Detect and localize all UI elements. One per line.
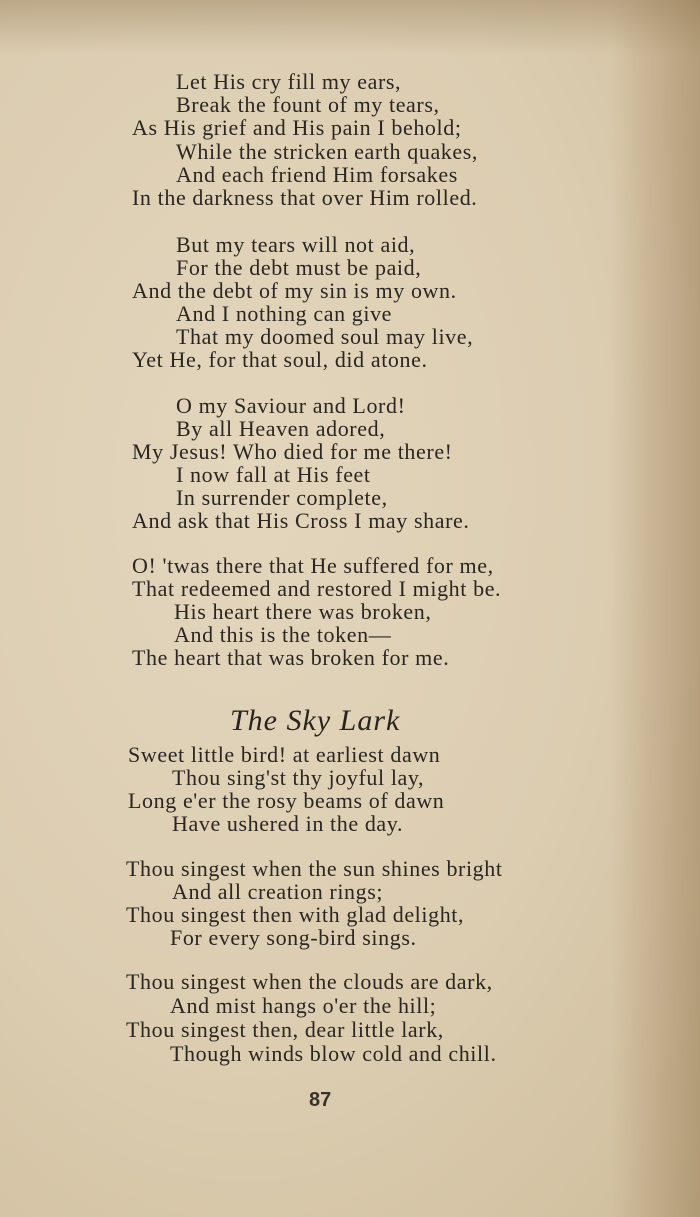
poem-line: In the darkness that over Him rolled.	[132, 185, 478, 210]
poem-line: Thou singest then, dear little lark,	[126, 1017, 444, 1042]
poem-line: And the debt of my sin is my own.	[132, 278, 457, 303]
poem-line: And I nothing can give	[176, 301, 393, 326]
poem-line: In surrender complete,	[176, 485, 388, 510]
poem-line: Long e'er the rosy beams of dawn	[128, 788, 445, 813]
poem-line: For the debt must be paid,	[176, 255, 422, 280]
poem-line: Let His cry fill my ears,	[176, 69, 402, 94]
page-top-shading	[0, 0, 700, 55]
poem-line: And ask that His Cross I may share.	[132, 508, 470, 533]
poem-line: That my doomed soul may live,	[176, 324, 474, 349]
poem-line: And this is the token—	[174, 622, 392, 647]
poem-line: Have ushered in the day.	[172, 811, 404, 836]
poem-line: That redeemed and restored I might be.	[132, 576, 502, 601]
poem-line: And each friend Him forsakes	[176, 162, 458, 187]
poem-line: For every song-bird sings.	[170, 925, 417, 950]
poem-line: But my tears will not aid,	[176, 232, 416, 257]
page-number: 87	[309, 1089, 332, 1111]
poem-line: His heart there was broken,	[174, 599, 432, 624]
page-right-edge-shading	[610, 0, 700, 1217]
poem-title: The Sky Lark	[230, 704, 401, 737]
poem-line: Thou singest when the clouds are dark,	[126, 969, 493, 994]
poem-line: While the stricken earth quakes,	[176, 139, 479, 164]
poem-line: Thou sing'st thy joyful lay,	[172, 765, 425, 790]
poem-line: And mist hangs o'er the hill;	[170, 993, 437, 1018]
poem-line: My Jesus! Who died for me there!	[132, 439, 453, 464]
poem-line: Yet He, for that soul, did atone.	[132, 347, 428, 372]
poem-line: Break the fount of my tears,	[176, 92, 440, 117]
poem-line: Though winds blow cold and chill.	[170, 1041, 497, 1066]
poem-line: O my Saviour and Lord!	[176, 393, 406, 418]
poem-line: Sweet little bird! at earliest dawn	[128, 742, 441, 767]
poem-line: The heart that was broken for me.	[132, 645, 450, 670]
poem-line: I now fall at His feet	[176, 462, 371, 487]
poem-line: Thou singest when the sun shines bright	[126, 856, 503, 881]
poem-line: O! 'twas there that He suffered for me,	[132, 553, 494, 578]
poem-line: And all creation rings;	[172, 879, 384, 904]
poem-line: By all Heaven adored,	[176, 416, 386, 441]
poem-line: As His grief and His pain I behold;	[132, 115, 462, 140]
poem-line: Thou singest then with glad delight,	[126, 902, 465, 927]
